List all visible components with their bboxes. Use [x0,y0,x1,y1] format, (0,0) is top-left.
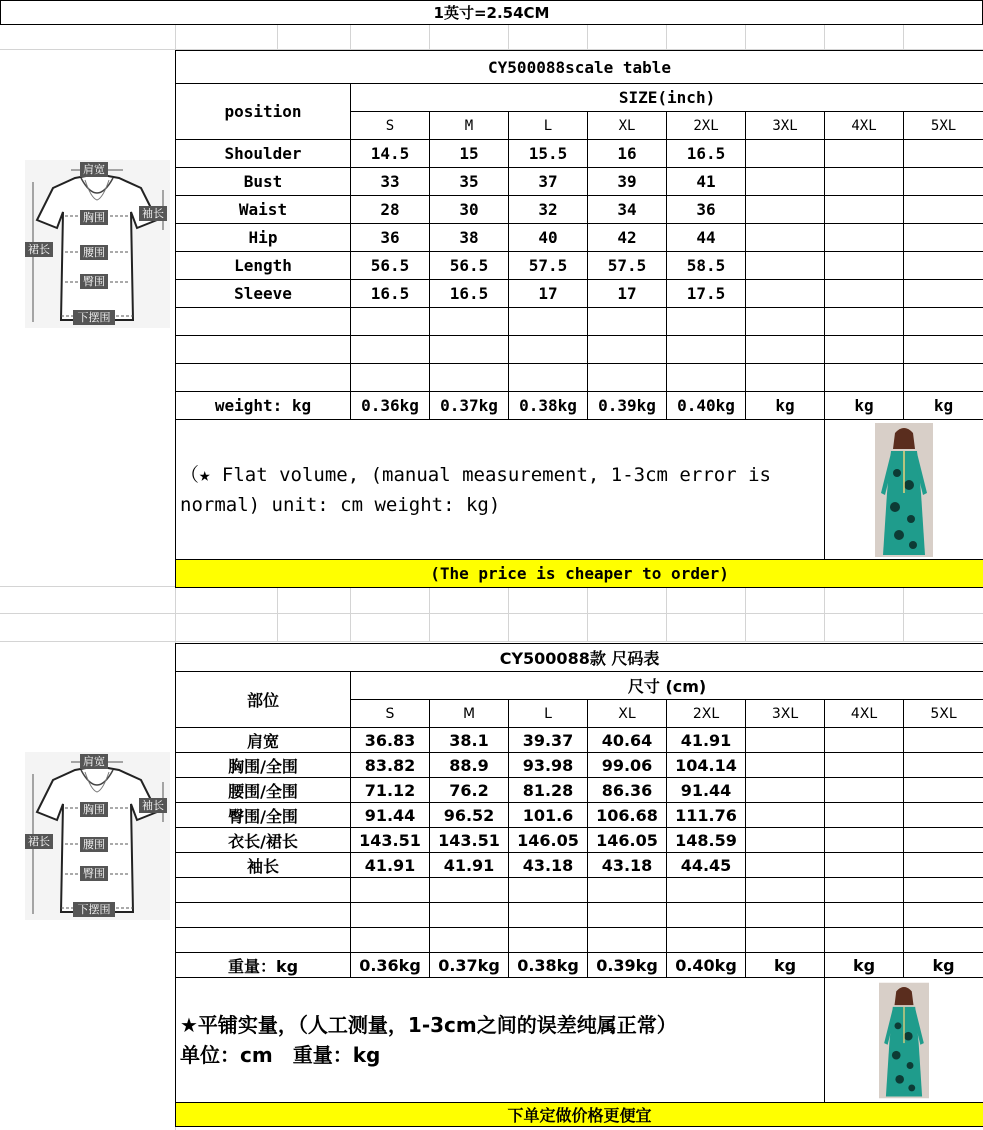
empty-cell [176,308,351,336]
table-cell: 148.59 [667,828,746,853]
table-cell: 91.44 [667,778,746,803]
measurement-note [176,978,825,1103]
size-header: 5XL [904,700,983,728]
diagram-label: 肩宽 [83,755,105,768]
table-cell [746,168,825,196]
grid-line [429,587,430,641]
table-cell: 57.5 [509,252,588,280]
size-header: XL [588,112,667,140]
table-cell [825,168,904,196]
size-header: M [430,112,509,140]
diagram-label: 腰围 [83,838,105,851]
table-cell [904,168,983,196]
weight-label: 重量：kg [176,953,351,978]
table-cell: 83.82 [351,753,430,778]
size-header: XL [588,700,667,728]
table-cell: 15.5 [509,140,588,168]
weight-label: weight: kg [176,392,351,420]
table-cell: 16 [588,140,667,168]
grid-line [0,641,983,642]
table-cell: 111.76 [667,803,746,828]
table-cell: 37 [509,168,588,196]
size-header: S [351,700,430,728]
table-cell: 16.5 [430,280,509,308]
table-row [176,753,983,778]
table-cell [825,853,904,878]
weight-value: kg [746,953,825,978]
grid-line [745,587,746,641]
row-label: Shoulder [176,140,351,168]
size-header: 3XL [746,112,825,140]
size-header: L [509,112,588,140]
table-cell [746,728,825,753]
weight-value: 0.40kg [667,392,746,420]
table-row [176,140,983,168]
table-cell [904,778,983,803]
table-cell: 143.51 [351,828,430,853]
size-header: 2XL [667,112,746,140]
size-header: 4XL [825,700,904,728]
table-cell: 71.12 [351,778,430,803]
table-cell: 41 [667,168,746,196]
table-cell: 106.68 [588,803,667,828]
table-cell [904,196,983,224]
table-cell: 15 [430,140,509,168]
empty-cell [176,928,351,953]
table-cell: 41.91 [667,728,746,753]
weight-value: 0.37kg [430,392,509,420]
table-cell [746,853,825,878]
model-photo [875,423,933,557]
row-label: Sleeve [176,280,351,308]
table-cell [825,280,904,308]
table-cell: 43.18 [588,853,667,878]
table-cell [904,728,983,753]
row-label: Waist [176,196,351,224]
table-cell [904,803,983,828]
table-cell [746,252,825,280]
table-cell: 41.91 [430,853,509,878]
table-row [176,828,983,853]
grid-line [508,587,509,641]
table-cell [746,753,825,778]
table-cell: 17 [588,280,667,308]
weight-value: 0.36kg [351,392,430,420]
table-cell: 146.05 [509,828,588,853]
size-header: S [351,112,430,140]
table-cell [825,828,904,853]
table-row [176,224,983,252]
size-header: 4XL [825,112,904,140]
table-cell: 81.28 [509,778,588,803]
weight-value: 0.39kg [588,392,667,420]
weight-row [176,953,983,978]
table-cell: 36.83 [351,728,430,753]
table-cell: 56.5 [351,252,430,280]
weight-value: 0.40kg [667,953,746,978]
size-header: M [430,700,509,728]
weight-value: kg [904,953,983,978]
diagram-label: 裙长 [28,243,50,256]
diagram-label: 臀围 [83,867,105,880]
diagram-label: 袖长 [142,799,164,812]
table-cell: 44.45 [667,853,746,878]
weight-value: kg [904,392,983,420]
table-cell [746,803,825,828]
weight-value: 0.37kg [430,953,509,978]
table-cell: 38.1 [430,728,509,753]
table-cell [746,140,825,168]
diagram-label: 下摆围 [77,311,111,324]
table-cell: 16.5 [667,140,746,168]
table-cell: 30 [430,196,509,224]
table-cell: 42 [588,224,667,252]
table-cell [746,224,825,252]
size-header: 2XL [667,700,746,728]
size-header: 3XL [746,700,825,728]
product-photo [825,978,983,1103]
table-cell: 28 [351,196,430,224]
grid-line [277,25,278,50]
table-cell [904,280,983,308]
table-cell: 17.5 [667,280,746,308]
diagram-label: 胸围 [83,211,105,224]
position-header: 部位 [176,672,351,728]
weight-value: kg [825,392,904,420]
row-label: Length [176,252,351,280]
table-cell [825,803,904,828]
diagram-label: 裙长 [28,835,50,848]
grid-line [666,25,667,50]
table-cell [904,252,983,280]
row-label: 臀围/全围 [176,803,351,828]
row-label: 腰围/全围 [176,778,351,803]
table-row [176,728,983,753]
dress-measurement-diagram [25,160,170,328]
grid-line [824,587,825,641]
note-line-1: ★平铺实量，（人工测量，1-3cm之间的误差纯属正常） [180,1013,677,1037]
table-cell: 39 [588,168,667,196]
price-footer: 下单定做价格更便宜 [176,1103,983,1127]
table-cell: 33 [351,168,430,196]
table-cell [904,853,983,878]
table-cell: 40 [509,224,588,252]
weight-value: 0.38kg [509,392,588,420]
diagram-label: 胸围 [83,803,105,816]
table-cell: 14.5 [351,140,430,168]
diagram-label: 肩宽 [83,163,105,176]
table-row [176,168,983,196]
table-cell: 76.2 [430,778,509,803]
table-cell [746,828,825,853]
row-label: Hip [176,224,351,252]
empty-cell [176,878,351,903]
grid-line [745,25,746,50]
grid-line [350,587,351,641]
table-cell: 93.98 [509,753,588,778]
table-cell [904,224,983,252]
table-cell [904,828,983,853]
row-label: 肩宽 [176,728,351,753]
table-cell [825,728,904,753]
table-cell [904,140,983,168]
table-row [176,252,983,280]
price-footer: (The price is cheaper to order) [176,560,983,588]
size-unit-header: 尺寸 (cm) [351,672,983,700]
table-cell: 88.9 [430,753,509,778]
size-header: L [509,700,588,728]
size-unit-header: SIZE(inch) [351,84,983,112]
grid-line [587,25,588,50]
table-cell [825,224,904,252]
weight-value: 0.39kg [588,953,667,978]
measurement-note: （★ Flat volume, (manual measurement, 1-3cm error is normal) unit: cm weight: kg) [176,420,825,560]
table-cell [746,778,825,803]
weight-value: 0.36kg [351,953,430,978]
size-table-inch [175,50,983,588]
weight-row [176,392,983,420]
table-cell: 101.6 [509,803,588,828]
row-label: 衣长/裙长 [176,828,351,853]
weight-value: 0.38kg [509,953,588,978]
diagram-label: 腰围 [83,246,105,259]
table-cell [904,753,983,778]
table-cell [825,753,904,778]
grid-line [508,25,509,50]
table-cell: 57.5 [588,252,667,280]
table-cell: 58.5 [667,252,746,280]
table-cell: 36 [667,196,746,224]
table-row [176,196,983,224]
table-cell: 32 [509,196,588,224]
row-label: 袖长 [176,853,351,878]
grid-line [429,25,430,50]
table-cell: 96.52 [430,803,509,828]
size-table-cm [175,643,983,1127]
diagram-label: 下摆围 [77,903,111,916]
table-cell: 34 [588,196,667,224]
table-cell: 146.05 [588,828,667,853]
grid-line [903,25,904,50]
table-row [176,778,983,803]
table-cell: 16.5 [351,280,430,308]
table-cell: 40.64 [588,728,667,753]
grid-line [587,587,588,641]
table-cell: 17 [509,280,588,308]
grid-line [824,25,825,50]
product-photo [825,420,983,560]
page-title: 1英寸=2.54CM [0,0,983,25]
size-header: 5XL [904,112,983,140]
weight-value: kg [746,392,825,420]
grid-line [0,613,983,614]
table-cell: 91.44 [351,803,430,828]
table-cell [825,778,904,803]
table-cell: 44 [667,224,746,252]
dress-measurement-diagram [25,752,170,920]
table-row [176,803,983,828]
table-cell: 86.36 [588,778,667,803]
table-cell [746,196,825,224]
table-cell [746,280,825,308]
grid-line [350,25,351,50]
table-title: CY500088款 尺码表 [176,644,983,672]
table-row [176,280,983,308]
position-header: position [176,84,351,140]
empty-cell [176,903,351,928]
table-cell [825,196,904,224]
table-cell: 43.18 [509,853,588,878]
table-cell: 143.51 [430,828,509,853]
table-cell [825,140,904,168]
grid-line [666,587,667,641]
table-cell: 36 [351,224,430,252]
table-title: CY500088scale table [176,51,983,84]
weight-value: kg [825,953,904,978]
table-cell: 104.14 [667,753,746,778]
model-photo [879,981,929,1100]
empty-cell [176,336,351,364]
row-label: 胸围/全围 [176,753,351,778]
table-cell: 56.5 [430,252,509,280]
diagram-label: 袖长 [142,207,164,220]
table-row [176,853,983,878]
diagram-label: 臀围 [83,275,105,288]
grid-line [903,587,904,641]
note-line-2: 单位：cm 重量：kg [180,1043,381,1067]
table-cell [825,252,904,280]
table-cell: 35 [430,168,509,196]
empty-cell [176,364,351,392]
table-cell: 38 [430,224,509,252]
table-cell: 41.91 [351,853,430,878]
table-cell: 39.37 [509,728,588,753]
grid-line [277,587,278,641]
table-cell: 99.06 [588,753,667,778]
row-label: Bust [176,168,351,196]
